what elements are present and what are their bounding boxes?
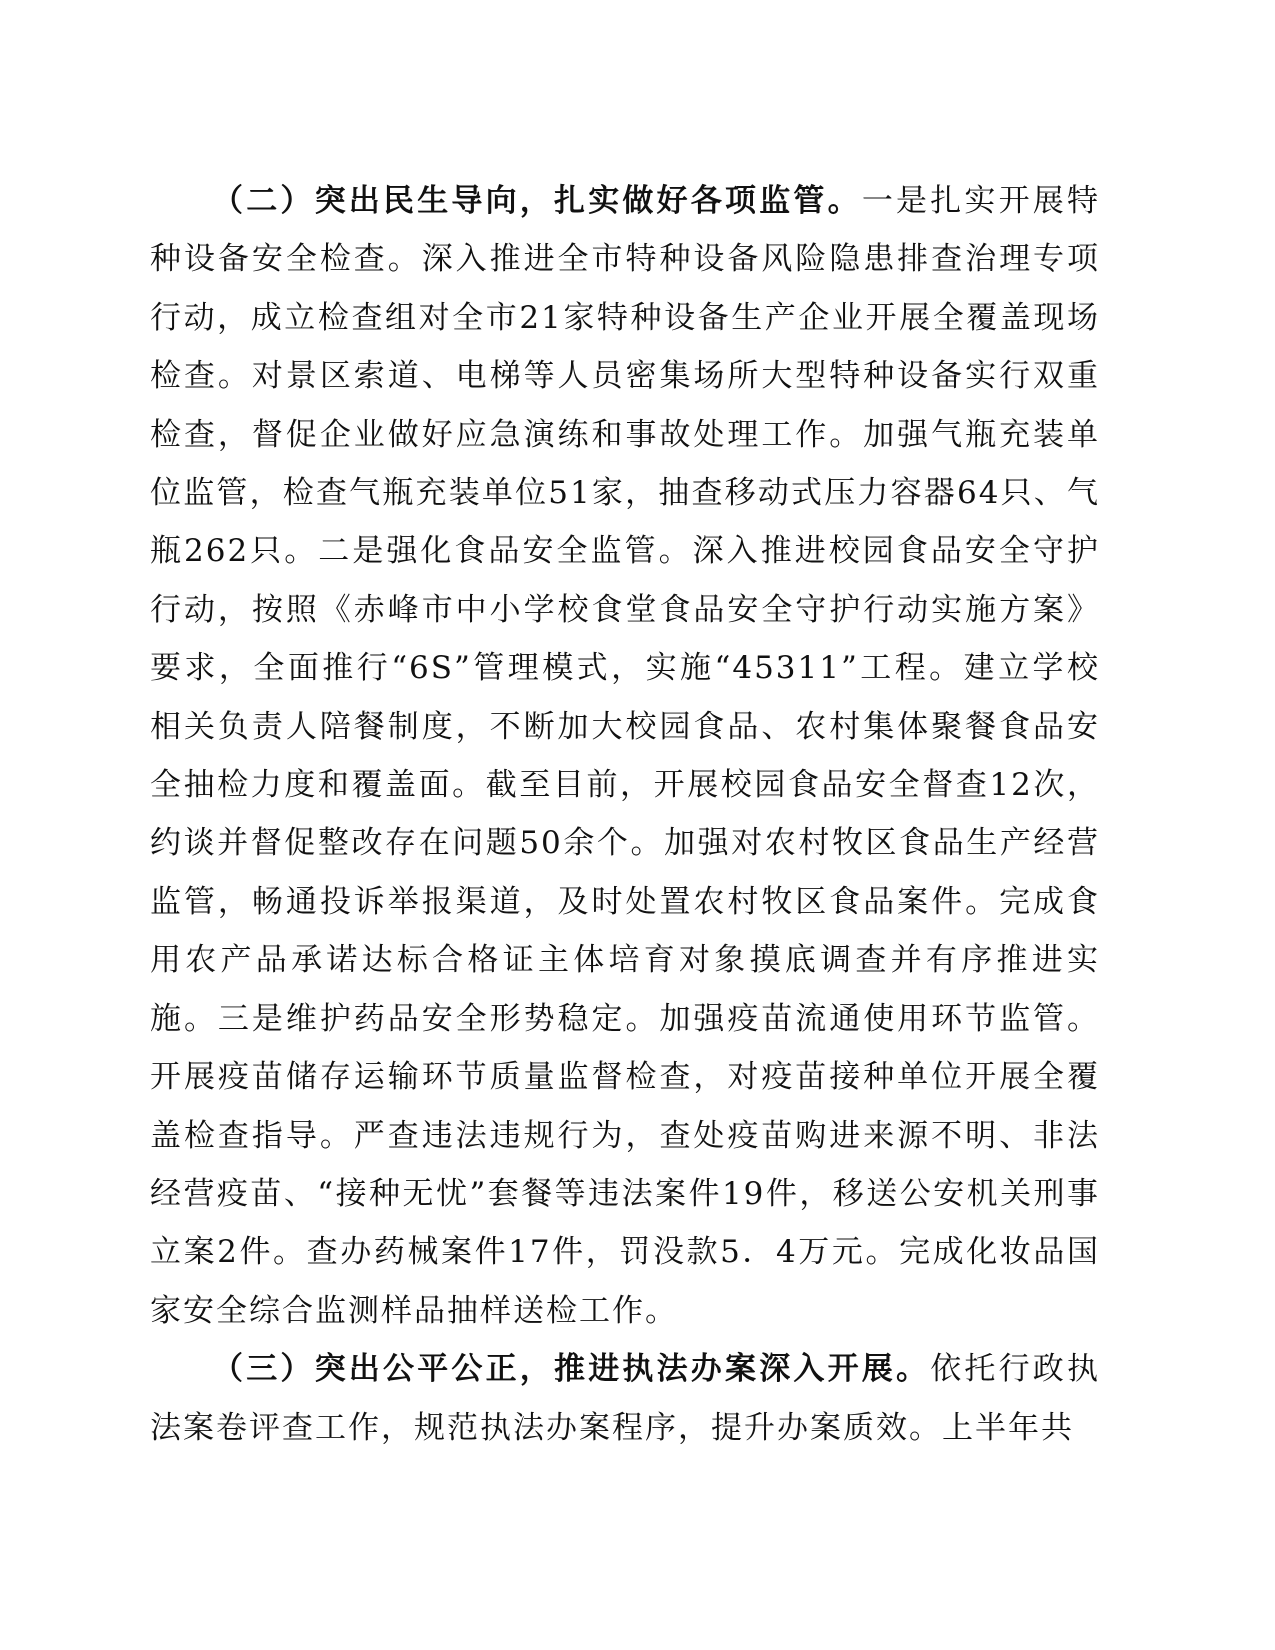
paragraph-text: 依托行政执法案卷评查工作，规范执法办案程序，提升办案质效。上半年共 (150, 1351, 1101, 1446)
paragraph-law-enforcement (150, 1340, 1100, 1457)
paragraph-supervision (150, 172, 1100, 1340)
document-body (150, 172, 1100, 1457)
paragraph-heading: （二）突出民生导向，扎实做好各项监管。 (212, 183, 862, 219)
paragraph-text: 一是扎实开展特种设备安全检查。深入推进全市特种设备风险隐患排查治理专项行动，成立检查组对全市21家特种设备生产企业开展全覆盖现场检查。对景区索道、电梯等人员密集场所大型特种设备实行双重检查，督促企业做好应急演练和事故处理工作。加强气瓶充装单位监管，检查气瓶充装单位51家，抽查移动式压力容器64只、气瓶262只。二是强化食品安全监管。深入推进校园食品安全守护行动，按照《赤峰市中小学校食堂食品安全守护行动实施方案》要求，全面推行“6S”管理模式，实施“45311”工程。建立学校相关负责人陪餐制度，不断加大校园食品、农村集体聚餐食品安全抽检力度和覆盖面。截至目前，开展校园食品安全督查12次，约谈并督促整改存在问题50余个。加强对农村牧区食品生产经营监管，畅通投诉举报渠道，及时处置农村牧区食品案件。完成食用农产品承诺达标合格证主体培育对象摸底调查并有序推进实施。三是维护药品安全形势稳定。加强疫苗流通使用环节监管。开展疫苗储存运输环节质量监督检查，对疫苗接种单位开展全覆盖检查指导。严查违法违规行为，查处疫苗购进来源不明、非法经营疫苗、“接种无忧”套餐等违法案件19件，移送公安机关刑事立案2件。查办药械案件17件，罚没款5．4万元。完成化妆品国家安全综合监测样品抽样送检工作。 (150, 183, 1101, 1329)
paragraph-heading: （三）突出公平公正，推进执法办案深入开展。 (212, 1351, 931, 1388)
